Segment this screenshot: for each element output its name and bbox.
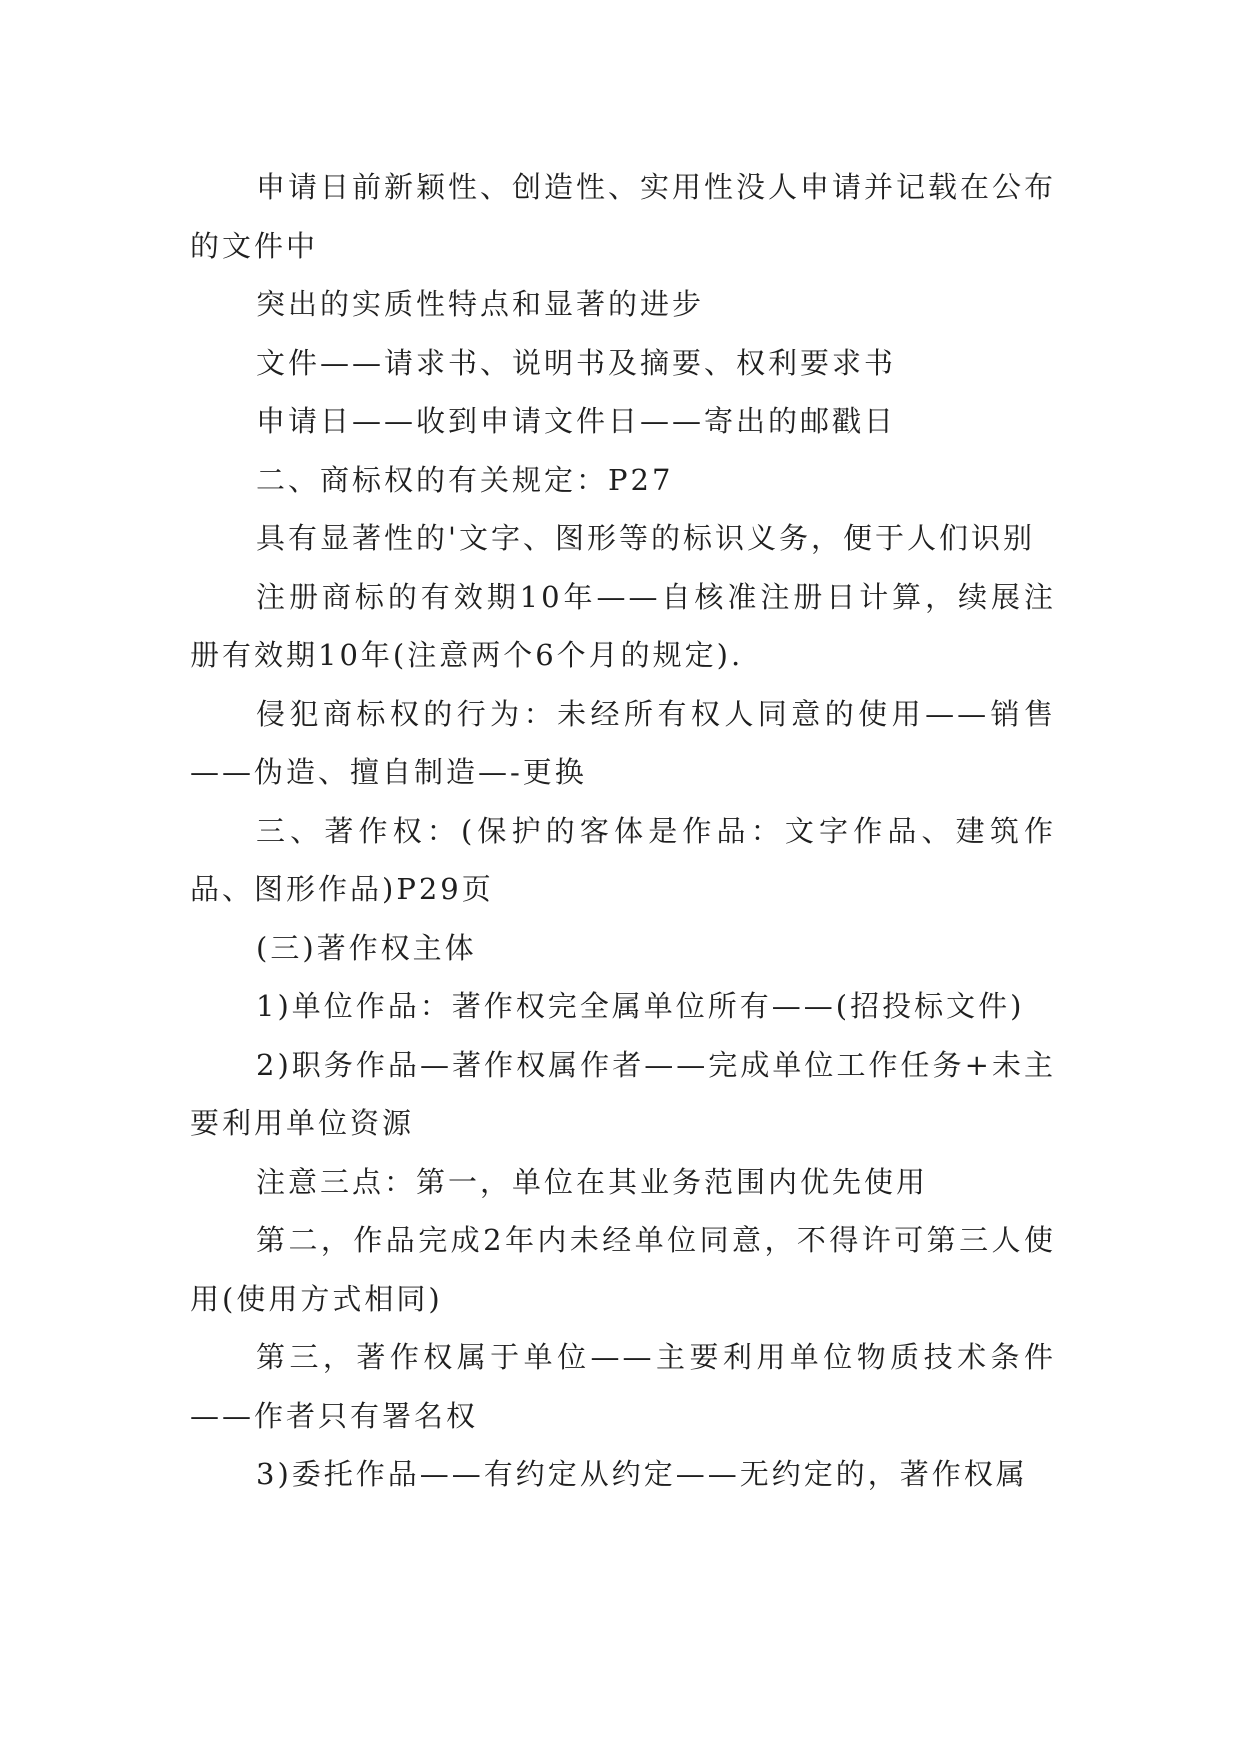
paragraph-note-third: 第三，著作权属于单位——主要利用单位物质技术条件——作者只有署名权 — [190, 1340, 1056, 1433]
paragraph-trademark-validity: 注册商标的有效期10年——自核准注册日计算，续展注册有效期10年(注意两个6个月的规定). — [190, 579, 1056, 672]
paragraph-filing-date: 申请日——收到申请文件日——寄出的邮戳日 — [256, 404, 897, 438]
document-body — [190, 158, 1056, 1504]
paragraph-unit-works: 1)单位作品：著作权完全属单位所有——(招投标文件) — [256, 989, 1025, 1023]
paragraph-application-documents: 文件——请求书、说明书及摘要、权利要求书 — [256, 345, 897, 380]
paragraph-novelty: 申请日前新颖性、创造性、实用性没人申请并记载在公布的文件中 — [190, 170, 1057, 263]
paragraph-trademark-definition: 具有显著性的'文字、图形等的标识义务，便于人们识别 — [256, 521, 1035, 555]
paragraph-note-second: 第二，作品完成2年内未经单位同意，不得许可第三人使用(使用方式相同) — [190, 1223, 1056, 1316]
paragraph-trademark-infringement: 侵犯商标权的行为：未经所有权人同意的使用——销售——伪造、擅自制造—-更换 — [190, 696, 1056, 789]
paragraph-note-first: 注意三点：第一，单位在其业务范围内优先使用 — [256, 1164, 929, 1199]
heading-copyright: 三、著作权：(保护的客体是作品：文字作品、建筑作品、图形作品)P29页 — [190, 813, 1056, 906]
heading-copyright-subject: (三)著作权主体 — [256, 930, 477, 965]
paragraph-service-works: 2)职务作品—著作权属作者——完成单位工作任务+未主要利用单位资源 — [190, 1047, 1056, 1140]
paragraph-commissioned-works: 3)委托作品——有约定从约定——无约定的，著作权属 — [256, 1457, 1028, 1491]
paragraph-substantive-features: 突出的实质性特点和显著的进步 — [256, 287, 705, 321]
heading-trademark-rights: 二、商标权的有关规定：P27 — [256, 462, 674, 497]
